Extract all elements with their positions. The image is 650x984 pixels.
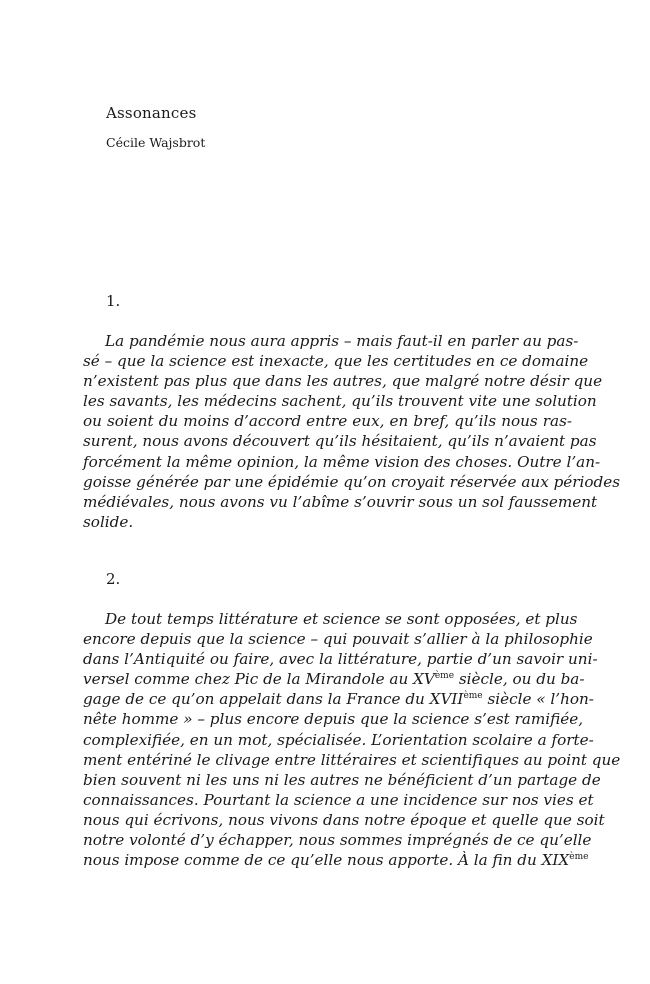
paragraph-line: dans l’Antiquité ou faire, avec la littérature, partie d’un savoir uni-: [83, 650, 598, 669]
section-number-1: 1.: [106, 292, 121, 310]
paragraph-line: goisse générée par une épidémie qu’on croyait réservée aux périodes: [83, 472, 621, 491]
running-title: Assonances: [106, 104, 197, 122]
paragraph-line: De tout temps littérature et science se sont opposées, et plus: [105, 610, 578, 628]
line-text: siècle, ou du ba-: [454, 670, 585, 689]
paragraph-line: connaissances. Pourtant la science a une incidence sur nos vies et: [83, 790, 594, 809]
paragraph-line: surent, nous avons découvert qu’ils hésitaient, qu’ils n’avaient pas: [83, 432, 597, 451]
line-text: siècle « l’hon-: [482, 690, 594, 709]
section-2-paragraph: [83, 609, 621, 870]
paragraph-line: sé – que la science est inexacte, que les certitudes en ce domaine: [83, 352, 589, 371]
paragraph-line: [83, 669, 585, 689]
paragraph-line: nête homme » – plus encore depuis que la science s’est ramifiée,: [83, 710, 584, 729]
superscript-eme: ème: [434, 671, 455, 682]
section-1-paragraph: [83, 331, 621, 532]
paragraph-line: La pandémie nous aura appris – mais faut-il en parler au pas-: [105, 332, 579, 350]
superscript-eme: ème: [463, 691, 483, 702]
line-text: nous impose comme de ce qu’elle nous apporte. À la fin du XIX: [83, 851, 570, 870]
paragraph-line: les savants, les médecins sachent, qu’ils trouvent vite une solution: [83, 392, 597, 411]
paragraph-line: n’existent pas plus que dans les autres, que malgré notre désir que: [83, 372, 603, 391]
paragraph-line: ou soient du moins d’accord entre eux, en bref, qu’ils nous ras-: [83, 412, 572, 431]
line-text: gage de ce qu’on appelait dans la France du XVII: [83, 690, 464, 709]
paragraph-line: complexifiée, en un mot, spécialisée. L’orientation scolaire a forte-: [83, 730, 594, 749]
paragraph-line: encore depuis que la science – qui pouvait s’allier à la philosophie: [83, 630, 593, 649]
section-number-2: 2.: [106, 570, 121, 588]
paragraph-line: médiévales, nous avons vu l’abîme s’ouvrir sous un sol faussement: [83, 492, 598, 511]
paragraph-line: [83, 850, 589, 870]
paragraph-line: bien souvent ni les uns ni les autres ne bénéficient d’un partage de: [83, 770, 601, 789]
line-text: versel comme chez Pic de la Mirandole au XV: [83, 670, 435, 689]
paragraph-line: solide.: [83, 512, 134, 531]
paragraph-line: notre volonté d’y échapper, nous sommes imprégnés de ce qu’elle: [83, 831, 592, 850]
superscript-eme: ème: [569, 852, 589, 863]
paragraph-line: nous qui écrivons, nous vivons dans notre époque et quelle que soit: [83, 810, 605, 829]
paragraph-line: [83, 689, 594, 709]
paragraph-line: ment entériné le clivage entre littéraires et scientifiques au point que: [83, 750, 621, 769]
running-author: Cécile Wajsbrot: [106, 135, 206, 150]
paragraph-line: forcément la même opinion, la même vision des choses. Outre l’an-: [83, 452, 601, 471]
